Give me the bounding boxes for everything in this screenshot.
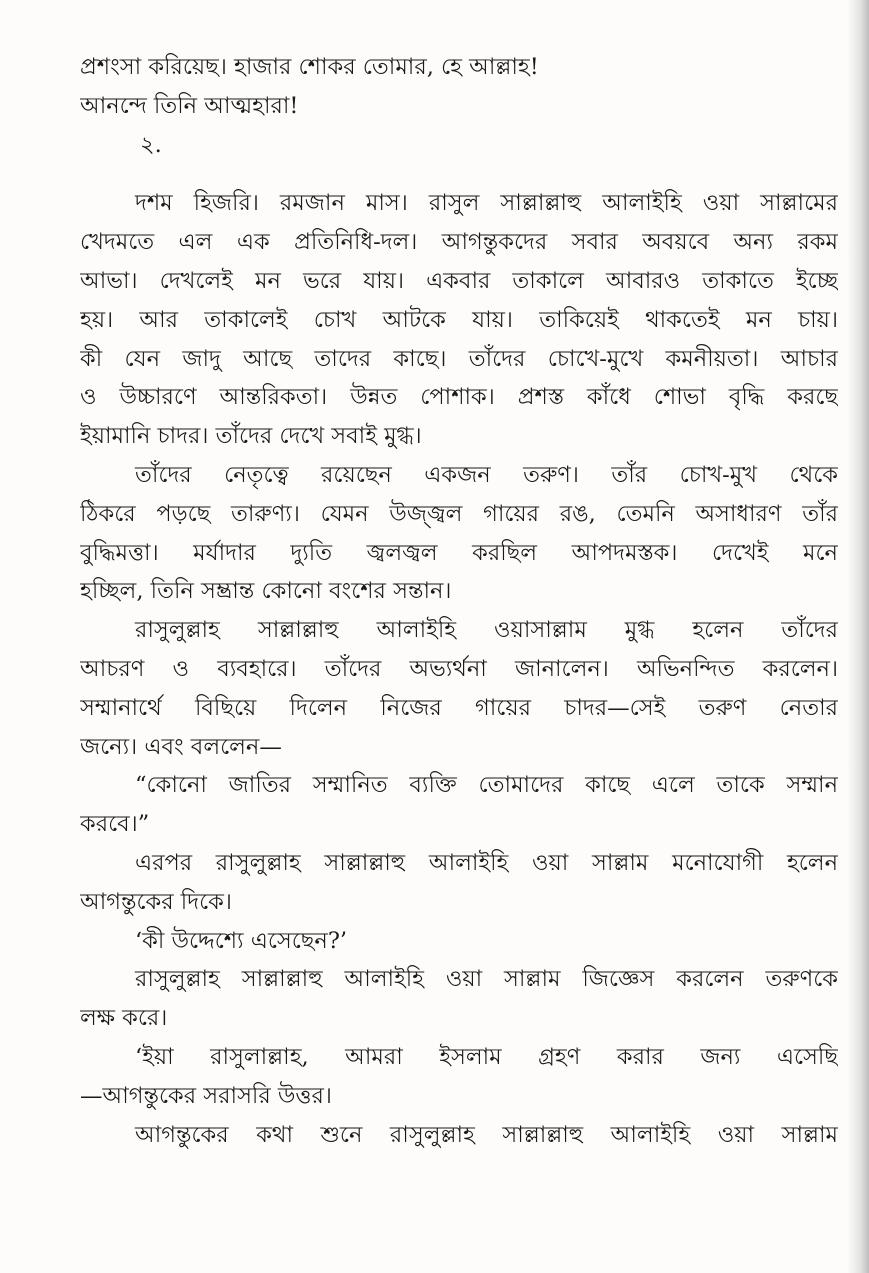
text-line: আনন্দে তিনি আত্মহারা! [80, 92, 299, 119]
text-line: আগন্তুকের দিকে। [80, 888, 232, 915]
text-line: তাঁদের নেতৃত্বে রয়েছেন একজন তরুণ। তাঁর চোখ-মুখ থেকে [135, 461, 838, 488]
text-line: সম্মানার্থে বিছিয়ে দিলেন নিজের গায়ের চাদর—সেই তরুণ নেতার [80, 694, 838, 721]
text-line: আভা। দেখলেই মন ভরে যায়। একবার তাকালে আবারও তাকাতে ইচ্ছে [80, 267, 838, 294]
text-line: দশম হিজরি। রমজান মাস। রাসুল সাল্লাল্লাহু আলাইহি ওয়া সাল্লামের [135, 190, 838, 217]
text-line: রাসুলুল্লাহ সাল্লাল্লাহু আলাইহি ওয়াসাল্লাম মুগ্ধ হলেন তাঁদের [135, 617, 838, 644]
text-line: “কোনো জাতির সম্মানিত ব্যক্তি তোমাদের কাছে এলে তাকে সম্মান [135, 772, 838, 799]
text-line: লক্ষ করে। [80, 1005, 168, 1032]
text-line: ঠিকরে পড়ছে তারুণ্য। যেমন উজ্জ্বল গায়ের রঙ, তেমনি অসাধারণ তাঁর [80, 500, 838, 527]
text-line: ‘ইয়া রাসুলাল্লাহ, আমরা ইসলাম গ্রহণ করার জন্য এসেছি [135, 1043, 838, 1070]
text-line: প্রশংসা করিয়েছ। হাজার শোকর তোমার, হে আল্লাহ! [80, 54, 539, 80]
text-line: কী যেন জাদু আছে তাদের কাছে। তাঁদের চোখে-মুখে কমনীয়তা। আচার [80, 345, 838, 372]
text-line: হচ্ছিল, তিনি সম্ভ্রান্ত কোনো বংশের সন্তান। [80, 578, 452, 605]
text-line: রাসুলুল্লাহ সাল্লাল্লাহু আলাইহি ওয়া সাল্লাম জিজ্ঞেস করলেন তরুণকে [135, 966, 838, 993]
text-line: ‘কী উদ্দেশ্যে এসেছেন?’ [135, 927, 348, 954]
page-gutter-shadow [847, 0, 869, 1273]
text-line: এরপর রাসুলুল্লাহ সাল্লাল্লাহু আলাইহি ওয়া সাল্লাম মনোযোগী হলেন [135, 849, 838, 876]
page-text [80, 48, 838, 1154]
text-line: আগন্তুকের কথা শুনে রাসুলুল্লাহ সাল্লাল্লাহু আলাইহি ওয়া সাল্লাম [135, 1121, 838, 1148]
section-gap [80, 164, 838, 184]
text-line: খেদমতে এল এক প্রতিনিধি-দল। আগন্তুকদের সবার অবয়বে অন্য রকম [80, 229, 838, 256]
text-line: করবে।” [80, 811, 150, 838]
text-line: জন্যে। এবং বললেন— [80, 733, 282, 760]
section-number: ২. [140, 131, 162, 158]
text-line: হয়। আর তাকালেই চোখ আটকে যায়। তাকিয়েই থাকতেই মন চায়। [80, 306, 838, 333]
text-line: বুদ্ধিমত্তা। মর্যাদার দ্যুতি জ্বলজ্বল করছিল আপদমস্তক। দেখেই মনে [80, 539, 838, 566]
text-line: —আগন্তুকের সরাসরি উত্তর। [80, 1082, 332, 1109]
text-line: আচরণ ও ব্যবহারে। তাঁদের অভ্যর্থনা জানালেন। অভিনন্দিত করলেন। [80, 655, 838, 682]
text-line: ইয়ামানি চাদর। তাঁদের দেখে সবাই মুগ্ধ। [80, 423, 422, 450]
text-line: ও উচ্চারণে আন্তরিকতা। উন্নত পোশাক। প্রশস্ত কাঁধে শোভা বৃদ্ধি করছে [80, 384, 838, 411]
